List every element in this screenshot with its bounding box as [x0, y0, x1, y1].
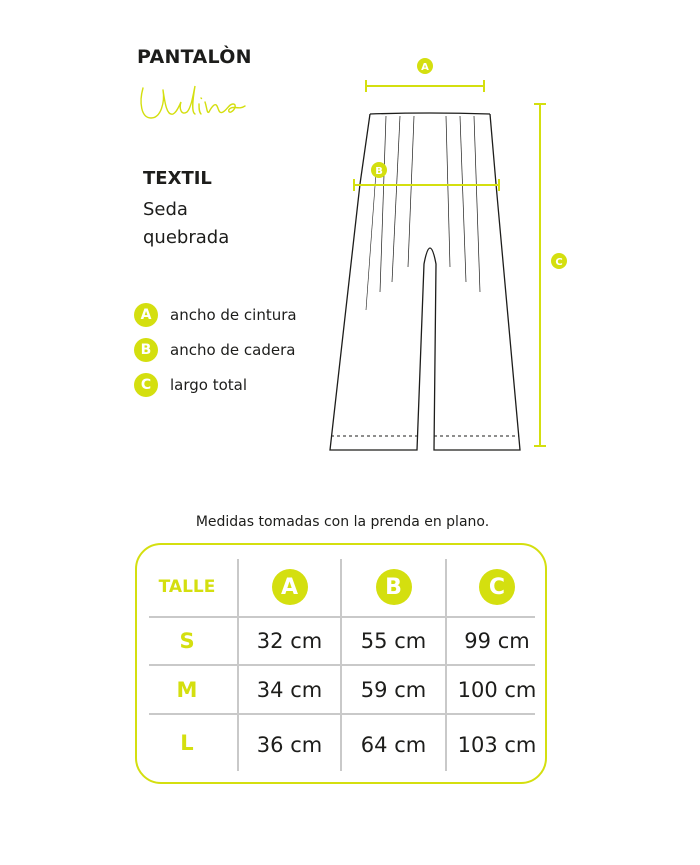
table-row-size: M	[176, 677, 198, 702]
table-cell-a: 36 cm	[256, 733, 323, 757]
fabric-description	[143, 196, 229, 252]
header-c-cell	[447, 561, 547, 613]
measure-line-c	[534, 104, 546, 446]
marker-a-label: A	[421, 62, 429, 73]
measure-line-a	[366, 80, 484, 92]
waistband-top	[370, 113, 490, 114]
header-badge-a: A	[272, 569, 308, 605]
legend-label-a: ancho de cintura	[170, 306, 297, 324]
legend-label-b: ancho de cadera	[170, 341, 296, 359]
header-a-cell	[239, 561, 340, 613]
measurement-note: Medidas tomadas con la prenda en plano.	[195, 514, 490, 530]
legend-badge-a: A	[134, 303, 158, 327]
header-talle: TALLE	[158, 577, 216, 597]
model-script-logo	[137, 82, 247, 126]
table-cell-b: 64 cm	[360, 733, 427, 757]
legend-item-b	[134, 337, 295, 363]
table-cell-a: 32 cm	[256, 629, 323, 653]
pants-outline	[330, 114, 520, 450]
marker-a	[417, 58, 433, 74]
measure-line-b	[354, 179, 499, 191]
marker-b-label: B	[375, 166, 383, 177]
table-cell-b: 55 cm	[360, 629, 427, 653]
table-cell-c: 99 cm	[464, 629, 530, 653]
marker-c-label: C	[555, 257, 563, 268]
legend-badge-c: C	[134, 373, 158, 397]
product-title: PANTALÒN	[137, 46, 252, 68]
header-b-cell	[342, 561, 445, 613]
fabric-line-1: Seda	[143, 199, 188, 220]
table-row-size: S	[179, 629, 195, 653]
header-badge-b: B	[376, 569, 412, 605]
header-badge-c: C	[479, 569, 515, 605]
textil-label: TEXTIL	[143, 168, 212, 189]
table-cell-c: 100 cm	[457, 677, 537, 702]
fabric-line-2: quebrada	[143, 227, 230, 248]
table-cell-c: 103 cm	[457, 733, 537, 757]
legend-item-c	[134, 372, 247, 398]
legend-item-a	[134, 302, 297, 328]
size-table	[135, 543, 547, 784]
table-cell-b: 59 cm	[360, 677, 427, 702]
marker-c	[551, 253, 567, 269]
table-cell-a: 34 cm	[256, 677, 323, 702]
table-row-size: L	[180, 731, 194, 755]
pants-technical-drawing	[320, 52, 580, 472]
legend-badge-b: B	[134, 338, 158, 362]
marker-b	[371, 162, 387, 178]
legend-label-c: largo total	[170, 376, 248, 394]
